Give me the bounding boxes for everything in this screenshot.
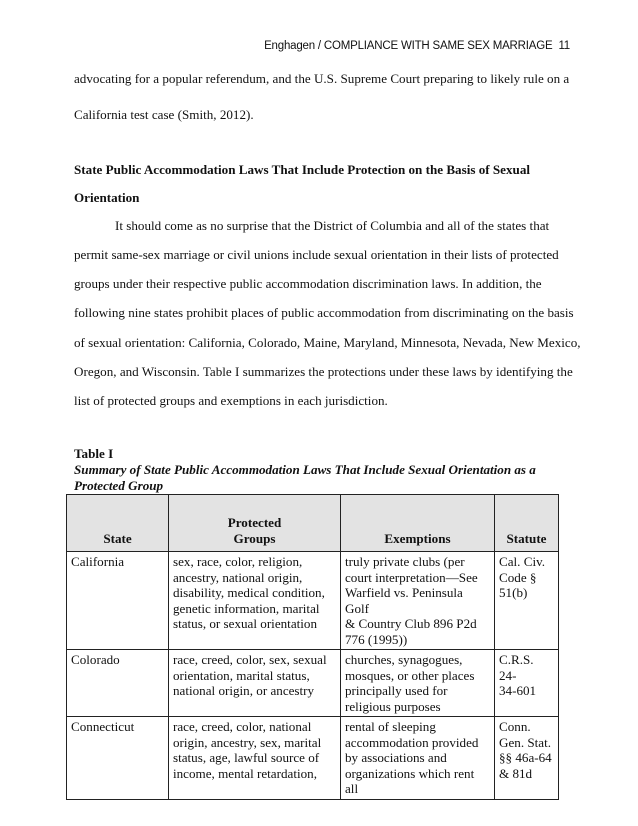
summary-table: [66, 494, 559, 800]
header-statute: Statute: [495, 495, 559, 552]
table-row: [67, 717, 559, 800]
page-number: 11: [558, 40, 570, 52]
header-exemptions: Exemptions: [341, 495, 495, 552]
table-title: [74, 446, 574, 494]
paragraph-line: groups under their respective public accommodation discrimination laws. In addition, the: [74, 276, 542, 291]
paragraph-line: California test case (Smith, 2012).: [74, 107, 254, 122]
cell-state: California: [67, 552, 169, 650]
table-header-row: [67, 495, 559, 552]
table-label: Table I: [74, 446, 114, 461]
table-caption-line: Protected Group: [74, 478, 164, 493]
cell-exemptions: truly private clubs (per court interpretation—See Warfield vs. Peninsula Golf & Country Club 896 P2d 776 (1995)): [341, 552, 495, 650]
cell-groups: sex, race, color, religion, ancestry, national origin, disability, medical condition, genetic information, marital status, or sexual orientation: [169, 552, 341, 650]
paragraph-line: It should come as no surprise that the District of Columbia and all of the states that: [115, 218, 550, 233]
paragraph-line: list of protected groups and exemptions in each jurisdiction.: [74, 393, 388, 408]
cell-statute: Conn. Gen. Stat. §§ 46a-64 & 81d: [495, 717, 559, 800]
header-state: State: [67, 495, 169, 552]
header-protected-groups: Protected Groups: [169, 495, 341, 552]
section-heading: Orientation: [74, 190, 140, 205]
section-heading: State Public Accommodation Laws That Include Protection on the Basis of Sexual: [74, 162, 530, 177]
table-caption-line: Summary of State Public Accommodation Laws That Include Sexual Orientation as a: [74, 462, 536, 477]
cell-statute: C.R.S. 24- 34-601: [495, 650, 559, 717]
running-header: [264, 40, 570, 52]
cell-exemptions: churches, synagogues, mosques, or other places principally used for religious purposes: [341, 650, 495, 717]
paragraph-line: following nine states prohibit places of public accommodation from discriminating on the basis: [74, 305, 574, 320]
paragraph-line: Oregon, and Wisconsin. Table I summarizes the protections under these laws by identifying the: [74, 364, 573, 379]
cell-groups: race, creed, color, sex, sexual orientation, marital status, national origin, or ancestry: [169, 650, 341, 717]
cell-exemptions: rental of sleeping accommodation provided by associations and organizations which rent all: [341, 717, 495, 800]
table-row: [67, 650, 559, 717]
table-row: [67, 552, 559, 650]
running-title: Enghagen / COMPLIANCE WITH SAME SEX MARRIAGE: [264, 40, 553, 52]
cell-state: Colorado: [67, 650, 169, 717]
paragraph-line: advocating for a popular referendum, and the U.S. Supreme Court preparing to likely rule on a: [74, 71, 570, 86]
paragraph-line: of sexual orientation: California, Colorado, Maine, Maryland, Minnesota, Nevada, New Mexico,: [74, 335, 581, 350]
cell-state: Connecticut: [67, 717, 169, 800]
cell-statute: Cal. Civ. Code § 51(b): [495, 552, 559, 650]
cell-groups: race, creed, color, national origin, ancestry, sex, marital status, age, lawful source of income, mental retardation,: [169, 717, 341, 800]
paragraph-line: permit same-sex marriage or civil unions include sexual orientation in their lists of protected: [74, 247, 559, 262]
